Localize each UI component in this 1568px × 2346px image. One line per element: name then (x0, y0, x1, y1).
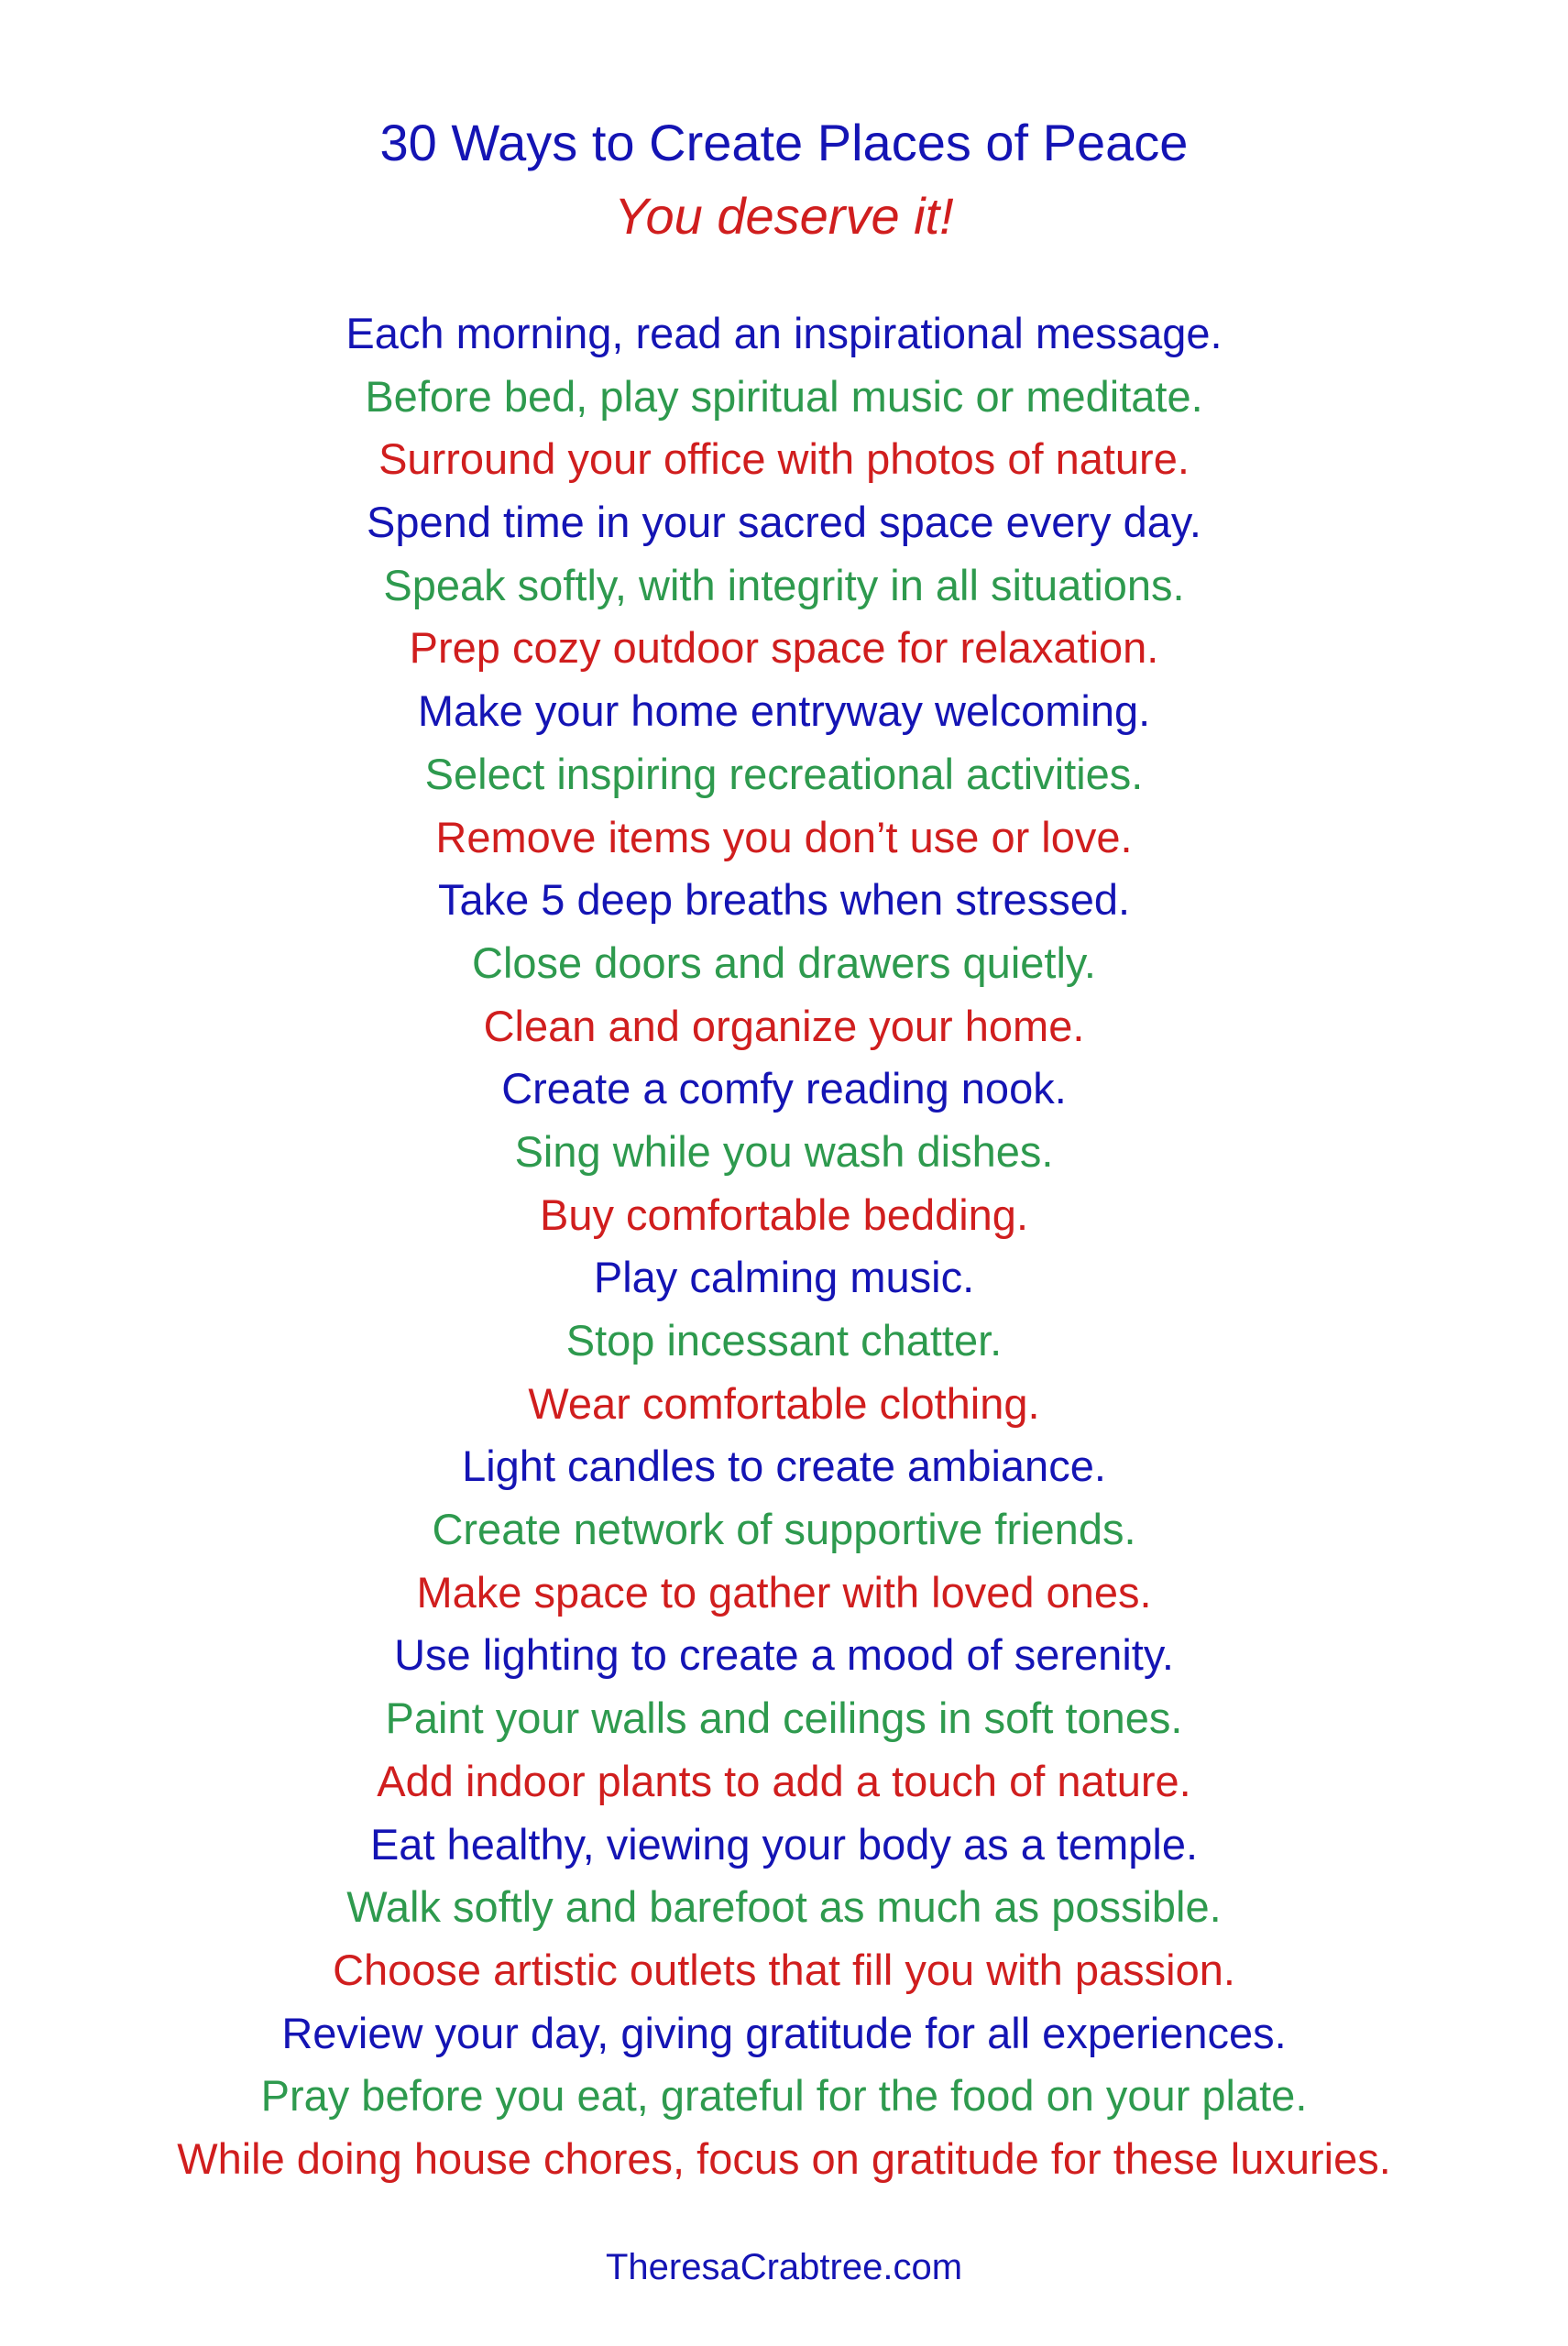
list-item: Clean and organize your home. (483, 1001, 1085, 1050)
list-item: Make space to gather with loved ones. (416, 1567, 1152, 1617)
list-item: While doing house chores, focus on gratitude for these luxuries. (177, 2133, 1391, 2183)
list-item: Surround your office with photos of nature. (378, 434, 1190, 484)
peace-list (0, 302, 1568, 2191)
list-item: Create network of supportive friends. (432, 1505, 1136, 1554)
list-item: Select inspiring recreational activities. (424, 749, 1144, 798)
website-link[interactable]: TheresaCrabtree.com (605, 2247, 963, 2287)
list-item: Review your day, giving gratitude for all experiences. (281, 2008, 1287, 2057)
list-item: Spend time in your sacred space every day. (367, 498, 1201, 547)
list-item: Sing while you wash dishes. (514, 1126, 1054, 1176)
list-item: Close doors and drawers quietly. (472, 937, 1096, 987)
list-item: Choose artistic outlets that fill you with passion. (333, 1945, 1235, 1994)
page-title: 30 Ways to Create Places of Peace (379, 114, 1189, 171)
list-item: Eat healthy, viewing your body as a temple. (369, 1819, 1199, 1869)
list-item: Before bed, play spiritual music or meditate. (365, 371, 1203, 421)
list-item: Pray before you eat, grateful for the food on your plate. (260, 2071, 1308, 2121)
list-item: Take 5 deep breaths when stressed. (437, 875, 1131, 925)
list-item: Use lighting to create a mood of serenity. (394, 1630, 1174, 1680)
list-item: Light candles to create ambiance. (462, 1442, 1106, 1491)
list-item: Each morning, read an inspirational message. (345, 309, 1223, 357)
list-item: Create a comfy reading nook. (501, 1064, 1067, 1113)
list-item: Play calming music. (593, 1253, 975, 1302)
list-item: Walk softly and barefoot as much as possible. (346, 1882, 1222, 1932)
list-item: Stop incessant chatter. (565, 1316, 1003, 1365)
list-item: Wear comfortable clothing. (528, 1378, 1040, 1428)
list-item: Speak softly, with integrity in all situations. (383, 560, 1185, 609)
list-item: Buy comfortable bedding. (540, 1189, 1028, 1239)
list-item: Prep cozy outdoor space for relaxation. (409, 623, 1159, 673)
list-item: Add indoor plants to add a touch of nature. (377, 1756, 1191, 1805)
list-item: Make your home entryway welcoming. (417, 686, 1151, 736)
list-item: Paint your walls and ceilings in soft tones. (385, 1694, 1183, 1743)
page-subtitle: You deserve it! (614, 187, 954, 245)
list-item: Remove items you don’t use or love. (435, 812, 1133, 861)
